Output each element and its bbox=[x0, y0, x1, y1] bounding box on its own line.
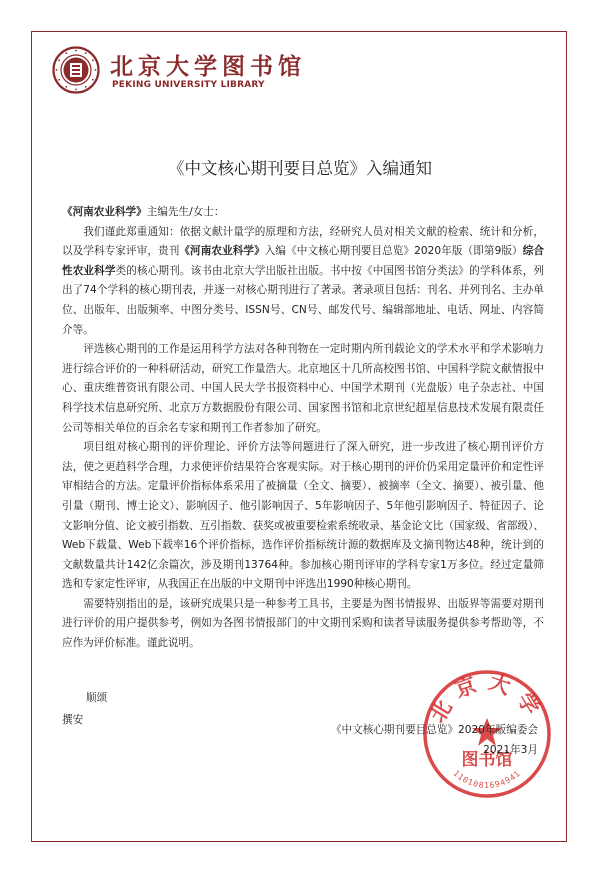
signature-date: 2021年3月 bbox=[483, 744, 538, 756]
paragraph-4: 需要特别指出的是，该研究成果只是一种参考工具书，主要是为图书情报界、出版界等需要对期刊进行评价的用户提供参考，例如为各图书情报部门的中文期刊采购和读者导读服务提供参考帮助等，不应作为评价标准。谨此说明。 bbox=[62, 597, 544, 650]
notice-title: 《中文核心期刊要目总览》入编通知 bbox=[168, 159, 432, 178]
notice-body bbox=[62, 203, 544, 654]
svg-text:北京大学: 北京大学 bbox=[425, 669, 549, 727]
library-calligraphy-title: 北京大学图书馆 bbox=[110, 54, 306, 80]
p1-journal: 《河南农业科学》 bbox=[179, 245, 265, 258]
paragraph-3: 项目组对核心期刊的评价理论、评价方法等问题进行了深入研究，进一步改进了核心期刊评价方法，使之更趋科学合理，力求使评价结果符合客观实际。对于核心期刊的评价仍采用定量评价和定性评审相结合的方法。定量评价指标体系采用了被摘量（全文、摘要）、被摘率（全文、摘要）、被引量、他引量（期刊、博士论文）、影响因子、他引影响因子、5年影响因子、5年他引影响因子、特征因子、论文影响分值、论文被引指数、互引指数、获奖或被重要检索系统收录、基金论文比（国家级、省部级）、Web下载量、Web下载率16个评价指标，选作评价指标统计源的数据库及文摘刊物达48种，统计到的文献数量共计142亿余篇次，涉及期刊13764种。参加核心期刊评审的学科专家1万多位。经过定量筛选和专家定性评审，从我国正在出版的中文期刊中评选出1990种核心期刊。 bbox=[62, 441, 545, 591]
salutation bbox=[62, 203, 544, 223]
signature-org: 《中文核心期刊要目总览》2020年版编委会 bbox=[330, 724, 538, 736]
p1-category: 综合性农业科学 bbox=[62, 245, 544, 277]
salutation-journal: 《河南农业科学》 bbox=[62, 206, 147, 218]
svg-text:1101081694941: 1101081694941 bbox=[451, 768, 523, 790]
pku-seal-logo bbox=[52, 46, 100, 94]
library-english-name: PEKING UNIVERSITY LIBRARY bbox=[112, 80, 265, 90]
p1-part-c: 类的核心期刊。该书由北京大学出版社出版。书中按《中国图书馆分类法》的学科体系，列出了74个学科的核心期刊表，并逐一对核心期刊进行了著录。著录项目包括：刊名、并列刊名、主办单位、出版年、出版频率、中图分类号、ISSN号、CN号、邮发代号、编辑部地址、电话、网址、内容简介等。 bbox=[62, 264, 545, 336]
svg-text:图书馆: 图书馆 bbox=[461, 750, 513, 770]
paragraph-1 bbox=[62, 223, 544, 341]
closing-line-1: 顺颂 bbox=[86, 692, 108, 704]
closing-line-2: 撰安 bbox=[62, 714, 84, 726]
p1-part-a: 我们谨此郑重通知：依据文献计量学的原理和方法，经研究人员对相关文献的检索、统计和分析，以及学科专家评审，贵刊 bbox=[62, 225, 544, 258]
paragraph-2: 评选核心期刊的工作是运用科学方法对各种刊物在一定时期内所刊载论文的学术水平和学术影响力进行综合评价的一种科研活动，研究工作量浩大。北京地区十几所高校图书馆、中国科学院文献情报中心、重庆维普资讯有限公司、中国人民大学书报资料中心、中国学术期刊（光盘版）电子杂志社、中国科学技术信息研究所、北京万方数据股份有限公司、国家图书馆和北京世纪超星信息技术发展有限责任公司等相关单位的百余名专家和期刊工作者参加了研究。 bbox=[62, 343, 544, 434]
salutation-rest: 主编先生/女士： bbox=[146, 206, 225, 218]
p1-part-b: 入编《中文核心期刊要目总览》2020年版（即第9版） bbox=[264, 245, 523, 258]
